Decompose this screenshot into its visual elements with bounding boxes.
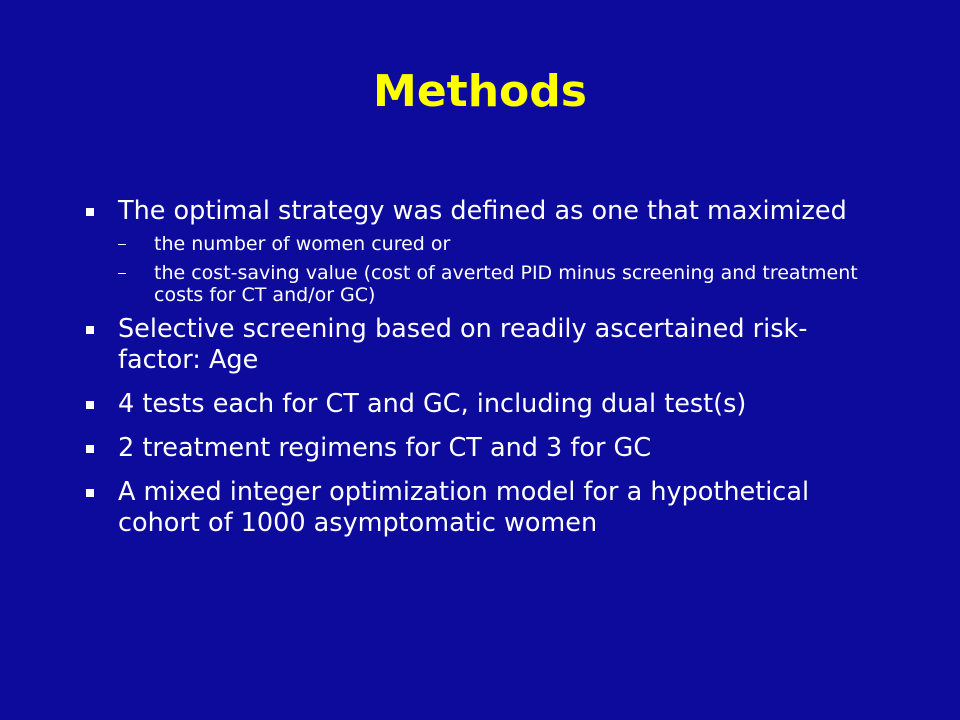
bullet-text: 4 tests each for CT and GC, including dual test(s): [118, 389, 747, 419]
square-bullet-icon: [86, 326, 94, 334]
square-bullet-icon: [86, 208, 94, 216]
square-bullet-icon: [86, 445, 94, 453]
bullet-text: The optimal strategy was defined as one that maximized: [118, 196, 847, 226]
bullet-text: Selective screening based on readily ascertained risk-factor: Age: [118, 314, 808, 375]
bullet-item: [82, 389, 882, 420]
bullet-item: [82, 196, 882, 306]
sub-item: [118, 233, 882, 255]
dash-bullet-icon: [118, 273, 126, 274]
bullet-item: [82, 477, 882, 539]
bullet-list: [82, 196, 882, 552]
bullet-text: 2 treatment regimens for CT and 3 for GC: [118, 433, 652, 463]
sub-list: [118, 233, 882, 306]
square-bullet-icon: [86, 489, 94, 497]
bullet-item: [82, 314, 882, 376]
square-bullet-icon: [86, 401, 94, 409]
bullet-item: [82, 433, 882, 464]
slide-title: Methods: [373, 66, 587, 117]
sub-item-text: the cost-saving value (cost of averted PID minus screening and treatment costs for CT and/or GC): [154, 262, 858, 306]
sub-item-text: the number of women cured or: [154, 233, 451, 255]
bullet-text: A mixed integer optimization model for a hypothetical cohort of 1000 asymptomatic women: [118, 477, 810, 538]
sub-item: [118, 262, 882, 306]
dash-bullet-icon: [118, 244, 126, 245]
